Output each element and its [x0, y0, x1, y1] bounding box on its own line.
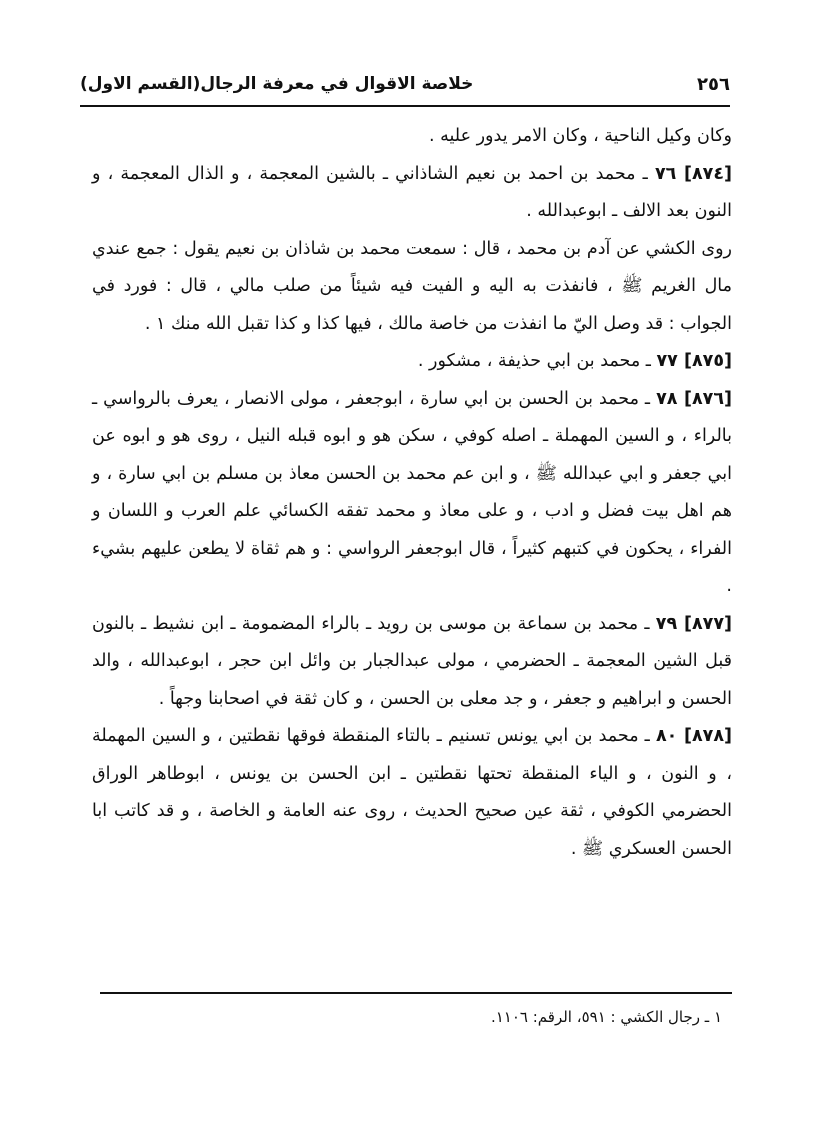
- paragraph-text: روى الكشي عن آدم بن محمد ، قال : سمعت محمد بن شاذان بن نعيم يقول : جمع عندي مال الغريم ﷺ ، فانفذت به اليه و الفيت فيه شيئاً من صلب مالي ، قال : فورد في الجواب : قد وصل اليّ ما انفذت من خاصة مالك ، فيها كذا و كذا تقبل الله منك ١ .: [92, 238, 732, 334]
- entry-874: [92, 156, 732, 231]
- entry-878: [92, 718, 732, 868]
- entry-number: [٨٧٨] ٨٠: [655, 726, 732, 746]
- paragraph: [92, 231, 732, 344]
- paragraph-text: وكان وكيل الناحية ، وكان الامر يدور عليه .: [429, 126, 732, 146]
- entry-875: [92, 343, 732, 381]
- entry-number: [٨٧٤] ٧٦: [654, 163, 733, 184]
- entry-876: [92, 381, 732, 606]
- footnote: ١ ـ رجال الكشي : ٥٩١، الرقم: ١١٠٦.: [490, 1008, 722, 1026]
- entry-number: [٨٧٧] ٧٩: [655, 613, 733, 634]
- page-header: [80, 72, 730, 104]
- entry-text: ـ محمد بن احمد بن نعيم الشاذاني ـ بالشين المعجمة ، و الذال المعجمة ، و النون بعد الالف ـ ابوعبدالله .: [92, 163, 732, 221]
- entry-877: [92, 606, 732, 719]
- header-divider: [80, 105, 730, 107]
- entry-number: [٨٧٥] ٧٧: [656, 351, 732, 371]
- paragraph: [92, 118, 732, 156]
- page-body: [92, 118, 732, 868]
- entry-text: ـ محمد بن ابي يونس تسنيم ـ بالتاء المنقطة فوقها نقطتين ، و السين المهملة ، و النون ، و الياء المنقطة تحتها نقطتين ـ ابن الحسن بن يونس ، ابوطاهر الوراق الحضرمي الكوفي ، ثقة عين صحيح الحديث ، روى عنه العامة و الخاصة ، و قد كاتب ابا الحسن العسكري ﷺ .: [92, 726, 732, 859]
- entry-text: ـ محمد بن ابي حذيفة ، مشكور .: [417, 351, 651, 371]
- entry-text: ـ محمد بن سماعة بن موسى بن رويد ـ بالراء المضمومة ـ ابن نشيط ـ بالنون قبل الشين المعجمة ـ الحضرمي ، مولى عبدالجبار بن وائل ابن حجر ، ابوعبدالله ، والد الحسن و ابراهيم و جعفر ، و جد معلى بن الحسن ، و كان ثقة في اصحابنا وجهاً .: [92, 613, 732, 709]
- entry-number: [٨٧٦] ٧٨: [656, 388, 732, 409]
- entry-text: ـ محمد بن الحسن بن ابي سارة ، ابوجعفر ، مولى الانصار ، يعرف بالرواسي ـ بالراء ، و السين المهملة ـ اصله كوفي ، سكن هو و ابوه قبله النيل ، روى هو و ابوه عن ابي جعفر و ابي عبدالله ﷺ ، و ابن عم محمد بن الحسن معاذ بن مسلم بن ابي سارة ، و هم اهل بيت فضل و ادب ، و على معاذ و محمد تفقه الكسائي علم العرب و اللسان و الفراء ، يحكون في كتبهم كثيراً ، قال ابوجعفر الرواسي : و هم ثقاة لا يطعن عليهم بشيء .: [92, 388, 732, 596]
- page-number: ٢٥٦: [697, 74, 730, 95]
- running-title: خلاصة الاقوال في معرفة الرجال(القسم الاول): [80, 74, 474, 94]
- footnote-divider: [100, 992, 732, 994]
